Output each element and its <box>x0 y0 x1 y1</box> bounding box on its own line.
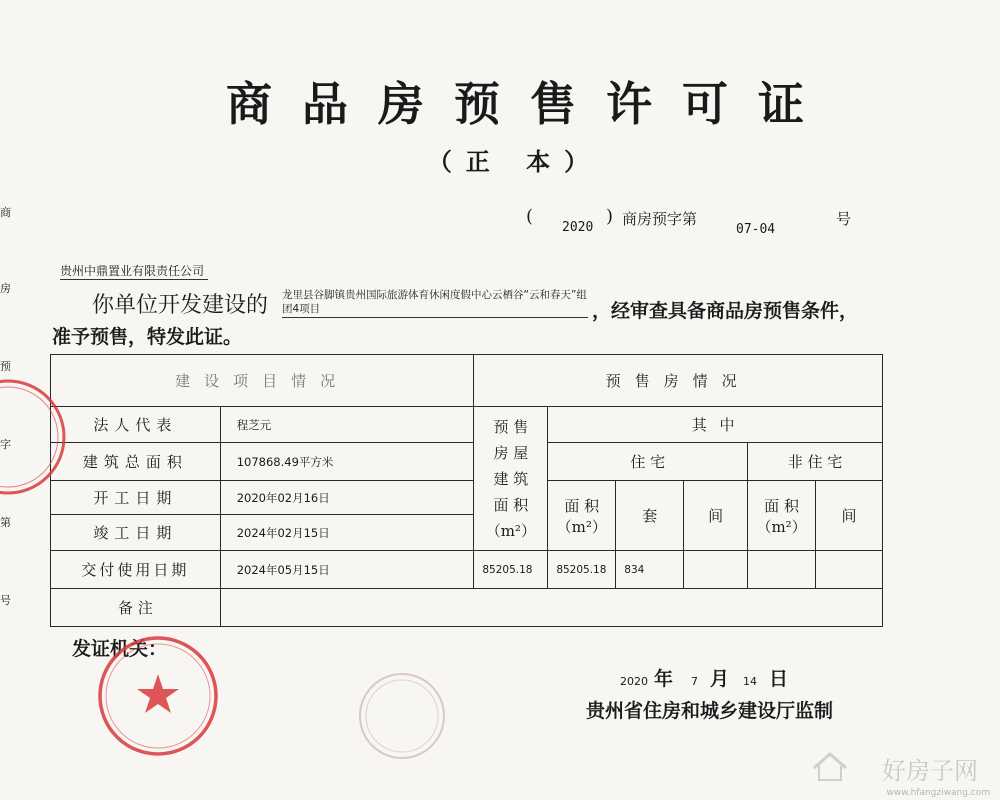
presale-area-label-line: 预 售 <box>493 417 529 436</box>
seal-stamp-left-icon <box>0 376 72 498</box>
remark-label: 备 注 <box>51 589 221 627</box>
intro-prefix: 你单位开发建设的 <box>92 293 269 318</box>
row-value-completion-date: 2024年02月15日 <box>220 515 474 551</box>
certificate-subtitle: （正 本） <box>427 147 603 176</box>
permit-number-year: 2020 <box>562 220 594 235</box>
project-name: 龙里县谷脚镇贵州国际旅游体育休闲度假中心云栖谷“云和春天”组团4项目 <box>282 288 588 318</box>
residential-area-label <box>548 481 616 551</box>
certificate-title: 商品房预售许可证 <box>226 77 834 131</box>
permit-number-code: 07-04 <box>736 222 776 237</box>
area-unit: （m²） <box>556 517 607 536</box>
house-logo-icon <box>810 750 850 784</box>
permit-number-close: ) <box>606 206 614 227</box>
residential-rooms-value <box>684 551 748 589</box>
row-label-delivery-date: 交付使用日期 <box>51 551 221 589</box>
permit-number-suffix: 号 <box>836 210 852 228</box>
presale-area-value: 85205.18 <box>474 551 548 589</box>
area-label: 面 积 <box>564 496 600 515</box>
residential-sets-label: 套 <box>616 481 684 551</box>
area-unit: （m²） <box>756 517 807 536</box>
date-day-unit: 日 <box>769 668 789 690</box>
non-res-area-value <box>748 551 816 589</box>
permit-number-label: 商房预字第 <box>622 210 698 228</box>
intro-line2: 准予预售，特发此证。 <box>52 326 243 348</box>
row-value-legal-rep: 程芝元 <box>220 407 474 443</box>
row-value-delivery-date: 2024年05月15日 <box>220 551 474 589</box>
supervisor-label: 贵州省住房和城乡建设厅监制 <box>586 700 834 722</box>
area-label: 面 积 <box>764 496 799 515</box>
margin-char: 号 <box>0 594 11 607</box>
permit-number-open: ( <box>526 206 534 227</box>
of-which-header: 其 中 <box>548 407 883 443</box>
row-label-total-area: 建筑总面积 <box>51 443 221 481</box>
residential-header: 住 宅 <box>548 443 748 481</box>
row-label-legal-rep: 法人代表 <box>51 407 221 443</box>
residential-rooms-label: 间 <box>684 481 748 551</box>
margin-char: 预 <box>0 360 11 373</box>
presale-area-label-line: 面 积 <box>493 495 529 514</box>
date-day: 14 <box>743 675 758 688</box>
date-month: 7 <box>691 675 699 688</box>
presale-area-label-line: （m²） <box>485 521 536 540</box>
non-res-area-label <box>748 481 816 551</box>
row-value-total-area: 107868.49平方米 <box>220 443 474 481</box>
presale-area-label-line: 房 屋 <box>493 443 529 462</box>
faded-seal-icon <box>356 670 448 762</box>
margin-char: 字 <box>0 438 11 451</box>
presale-area-label-line: 建 筑 <box>493 469 529 488</box>
presale-info-header: 预售房情况 <box>474 355 883 407</box>
project-info-header: 建设项目情况 <box>51 355 474 407</box>
row-value-start-date: 2020年02月16日 <box>220 481 474 515</box>
issue-date <box>620 664 788 691</box>
remark-value <box>220 589 882 627</box>
permit-table <box>50 354 883 627</box>
date-month-unit: 月 <box>710 668 730 690</box>
date-year-unit: 年 <box>654 668 674 690</box>
watermark-text: 好房子网 <box>882 757 978 785</box>
row-label-completion-date: 竣工日期 <box>51 515 221 551</box>
residential-sets-value: 834 <box>616 551 684 589</box>
margin-char: 房 <box>0 282 11 295</box>
margin-char: 商 <box>0 206 11 219</box>
intro-suffix: ，经审查具备商品房预售条件， <box>592 300 859 322</box>
presale-area-label <box>474 407 548 551</box>
non-residential-header: 非 住 宅 <box>748 443 883 481</box>
residential-area-value: 85205.18 <box>548 551 616 589</box>
issuer-label: 发证机关： <box>72 638 168 660</box>
margin-char: 第 <box>0 516 11 529</box>
row-label-start-date: 开工日期 <box>51 481 221 515</box>
non-res-rooms-value <box>816 551 883 589</box>
company-name: 贵州中鼎置业有限责任公司 <box>60 262 208 280</box>
date-year: 2020 <box>620 675 648 688</box>
watermark-url: www.hfangziwang.com <box>886 788 990 798</box>
non-res-rooms-label: 间 <box>816 481 883 551</box>
official-seal-icon <box>96 634 220 758</box>
